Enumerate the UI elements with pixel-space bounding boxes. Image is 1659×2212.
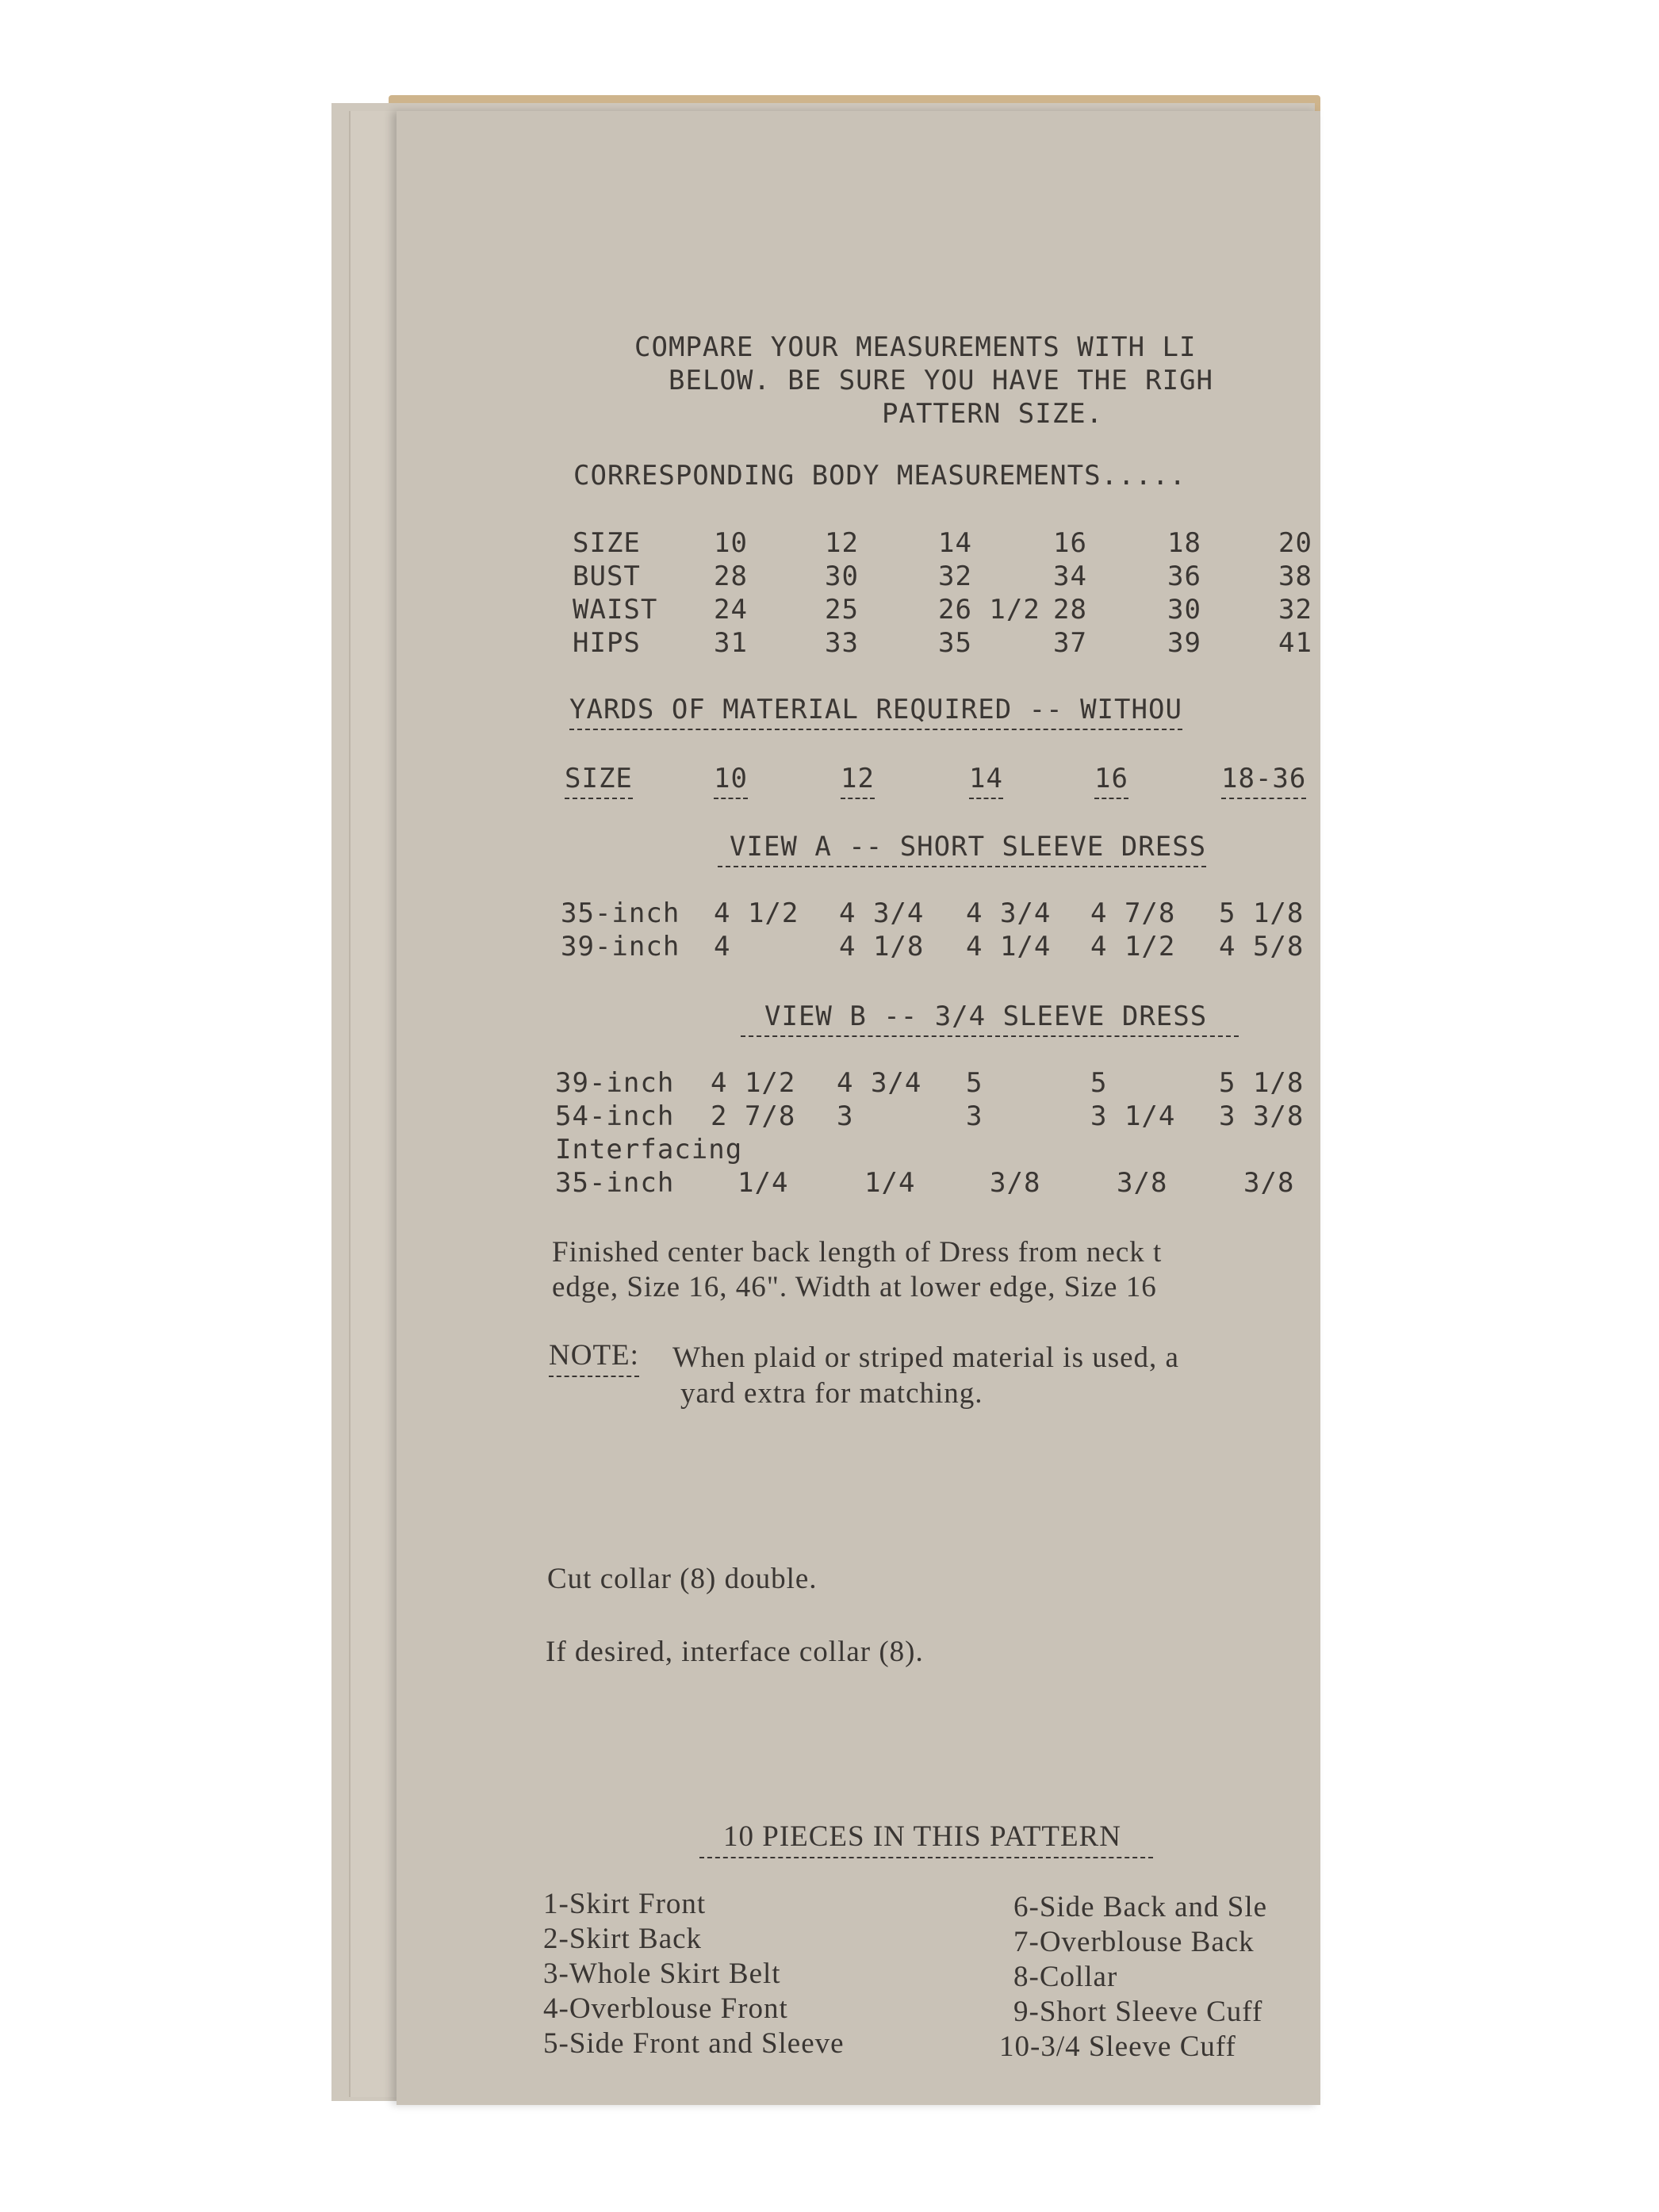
pattern-envelope-back bbox=[397, 111, 1320, 2105]
table-cell: 12 bbox=[825, 527, 859, 559]
table-cell: 35 bbox=[938, 627, 972, 659]
size-value: 12 bbox=[841, 763, 875, 799]
table-cell: 10 bbox=[714, 527, 748, 559]
table-cell: 34 bbox=[1053, 561, 1087, 592]
finished-length-text: Finished center back length of Dress from neck t bbox=[552, 1236, 1163, 1269]
intro-line: BELOW. BE SURE YOU HAVE THE RIGH bbox=[669, 365, 1214, 396]
table-cell: 24 bbox=[714, 594, 748, 626]
piece-item: 10-3/4 Sleeve Cuff bbox=[999, 2030, 1236, 2063]
table-cell: HIPS bbox=[573, 627, 641, 659]
size-value: 10 bbox=[714, 763, 748, 799]
table-cell: SIZE bbox=[573, 527, 641, 559]
table-cell: 4 1/8 bbox=[839, 931, 925, 962]
pieces-heading: 10 PIECES IN THIS PATTERN bbox=[699, 1820, 1153, 1858]
intro-line: COMPARE YOUR MEASUREMENTS WITH LI bbox=[634, 331, 1197, 363]
table-cell: 3/8 bbox=[1243, 1167, 1295, 1199]
table-cell: 32 bbox=[1278, 594, 1312, 626]
table-cell: 35-inch bbox=[561, 897, 680, 929]
table-cell: 35-inch bbox=[555, 1167, 675, 1199]
table-cell: 39-inch bbox=[561, 931, 680, 962]
table-cell: 14 bbox=[938, 527, 972, 559]
table-cell: 3 bbox=[837, 1100, 854, 1132]
table-cell: 16 bbox=[1053, 527, 1087, 559]
piece-item: 9-Short Sleeve Cuff bbox=[1013, 1996, 1263, 2028]
table-cell: 37 bbox=[1053, 627, 1087, 659]
table-cell: 1/4 bbox=[864, 1167, 916, 1199]
table-cell: 28 bbox=[1053, 594, 1087, 626]
size-value: 14 bbox=[969, 763, 1003, 799]
collar-instruction: Cut collar (8) double. bbox=[547, 1563, 818, 1595]
table-cell: 3/8 bbox=[1117, 1167, 1168, 1199]
interfacing-label: Interfacing bbox=[555, 1134, 743, 1165]
piece-item: 5-Side Front and Sleeve bbox=[543, 2027, 845, 2060]
table-cell: 39-inch bbox=[555, 1067, 675, 1099]
table-cell: 1/4 bbox=[738, 1167, 789, 1199]
piece-item: 1-Skirt Front bbox=[543, 1888, 707, 1920]
view-a-title: VIEW A -- SHORT SLEEVE DRESS bbox=[718, 831, 1206, 867]
size-value: 18-36 bbox=[1221, 763, 1306, 799]
table-cell: 4 3/4 bbox=[966, 897, 1052, 929]
body-measurements-heading: CORRESPONDING BODY MEASUREMENTS..... bbox=[573, 460, 1186, 492]
table-cell: 30 bbox=[825, 561, 859, 592]
size-label: SIZE bbox=[565, 763, 633, 799]
table-cell: 5 bbox=[1090, 1067, 1108, 1099]
piece-item: 6-Side Back and Sle bbox=[1013, 1891, 1268, 1923]
piece-item: 7-Overblouse Back bbox=[1013, 1926, 1255, 1958]
table-cell: 38 bbox=[1278, 561, 1312, 592]
table-cell: 32 bbox=[938, 561, 972, 592]
collar-instruction: If desired, interface collar (8). bbox=[546, 1636, 924, 1668]
table-cell: 39 bbox=[1167, 627, 1201, 659]
table-cell: 4 5/8 bbox=[1219, 931, 1305, 962]
table-cell: 5 1/8 bbox=[1219, 1067, 1305, 1099]
table-cell: 30 bbox=[1167, 594, 1201, 626]
table-cell: 26 1/2 bbox=[938, 594, 1040, 626]
table-cell: 3 3/8 bbox=[1219, 1100, 1305, 1132]
table-cell: WAIST bbox=[573, 594, 658, 626]
finished-length-text: edge, Size 16, 46". Width at lower edge, Size 16 bbox=[552, 1271, 1157, 1303]
view-b-title: VIEW B -- 3/4 SLEEVE DRESS bbox=[741, 1001, 1239, 1037]
table-cell: 20 bbox=[1278, 527, 1312, 559]
note-text: yard extra for matching. bbox=[680, 1377, 983, 1410]
table-cell: 2 7/8 bbox=[711, 1100, 796, 1132]
table-cell: 4 1/4 bbox=[966, 931, 1052, 962]
note-label: NOTE: bbox=[549, 1338, 639, 1377]
yardage-heading: YARDS OF MATERIAL REQUIRED -- WITHOU bbox=[569, 694, 1182, 730]
piece-item: 4-Overblouse Front bbox=[543, 1992, 788, 2025]
piece-item: 8-Collar bbox=[1013, 1961, 1118, 1993]
table-cell: 4 3/4 bbox=[839, 897, 925, 929]
table-cell: 54-inch bbox=[555, 1100, 675, 1132]
table-cell: 5 1/8 bbox=[1219, 897, 1305, 929]
table-cell: 4 1/2 bbox=[1090, 931, 1176, 962]
table-cell: 41 bbox=[1278, 627, 1312, 659]
table-cell: 18 bbox=[1167, 527, 1201, 559]
table-cell: 3 bbox=[966, 1100, 983, 1132]
size-value: 16 bbox=[1094, 763, 1128, 799]
intro-line: PATTERN SIZE. bbox=[882, 398, 1104, 430]
piece-item: 3-Whole Skirt Belt bbox=[543, 1958, 781, 1990]
table-cell: 3/8 bbox=[990, 1167, 1041, 1199]
table-cell: 5 bbox=[966, 1067, 983, 1099]
table-cell: 25 bbox=[825, 594, 859, 626]
table-cell: 4 bbox=[714, 931, 731, 962]
table-cell: 36 bbox=[1167, 561, 1201, 592]
table-cell: 4 1/2 bbox=[714, 897, 799, 929]
table-cell: 33 bbox=[825, 627, 859, 659]
table-cell: 3 1/4 bbox=[1090, 1100, 1176, 1132]
table-cell: 4 7/8 bbox=[1090, 897, 1176, 929]
piece-item: 2-Skirt Back bbox=[543, 1923, 703, 1955]
table-cell: 28 bbox=[714, 561, 748, 592]
table-cell: 31 bbox=[714, 627, 748, 659]
note-text: When plaid or striped material is used, a bbox=[672, 1341, 1179, 1374]
table-cell: 4 1/2 bbox=[711, 1067, 796, 1099]
table-cell: BUST bbox=[573, 561, 641, 592]
table-cell: 4 3/4 bbox=[837, 1067, 922, 1099]
